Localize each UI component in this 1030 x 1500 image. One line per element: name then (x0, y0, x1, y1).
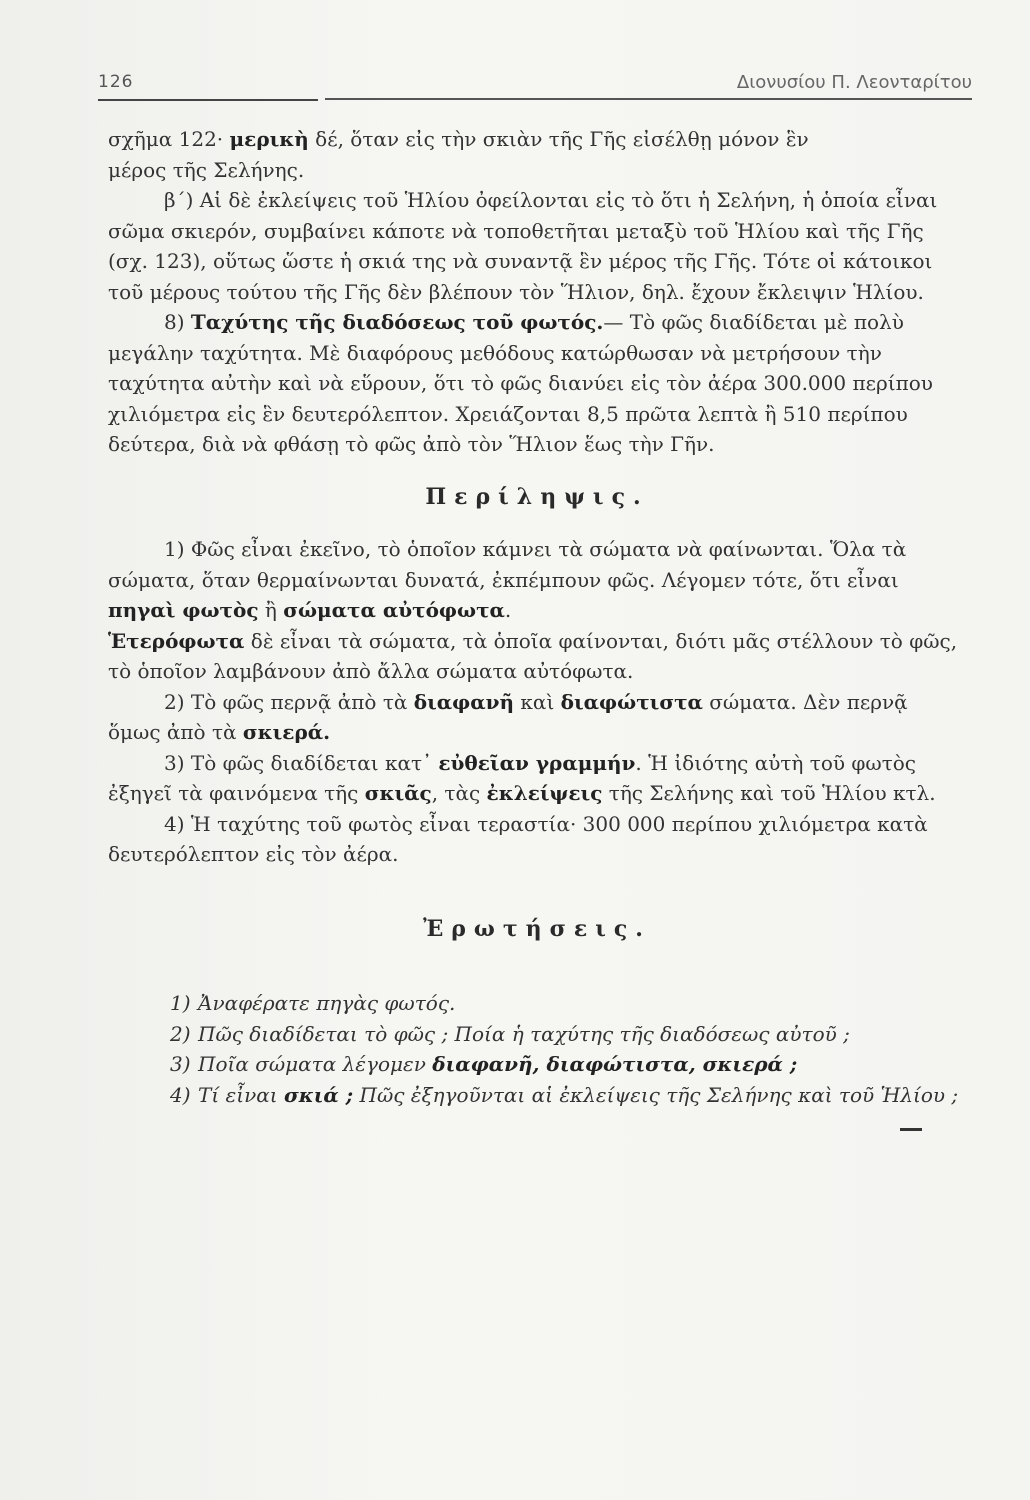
s3-bold-1: εὐθεῖαν γραμμήν (438, 750, 636, 775)
q3-number: 3) (170, 1052, 191, 1076)
p1-bold-term: μερικὴ (229, 127, 309, 151)
s2-bold-2: διαφώτιστα (560, 689, 703, 714)
margin-dash-mark (900, 1128, 922, 1131)
q4-text: Τί εἶναι (198, 1082, 284, 1107)
p1-text-line2: μέρος τῆς Σελήνης. (108, 157, 305, 182)
s3-bold-2: σκιᾶς (364, 781, 432, 805)
page-number: 126 (98, 72, 134, 92)
s3-text-3: , τὰς (431, 781, 487, 805)
summary-item-3 (108, 748, 966, 809)
s1b-text: δὲ εἶναι τὰ σώματα, τὰ ὁποῖα φαίνονται, διότι μᾶς στέλλουν τὸ φῶς, τὸ ὁποῖον λαμβάνουν ἀπὸ ἄλλα σώματα αὐτόφωτα. (108, 628, 958, 683)
q2-number: 2) (170, 1021, 191, 1046)
q1-number: 1) (170, 991, 191, 1015)
s1-text: 1) Φῶς εἶναι ἐκεῖνο, τὸ ὁποῖον κάμνει τὰ σώματα νὰ φαίνωνται. Ὅλα τὰ σώματα, ὅταν θερμαίνωνται δυνατά, ἐκπέμπουν φῶς. Λέγομεν τότε, ὅτι εἶναι (108, 537, 907, 592)
summary-item-4: 4) Ἡ ταχύτης τοῦ φωτὸς εἶναι τεραστία· 300 000 περίπου χιλιόμετρα κατὰ δευτερόλεπτον εἰς τὸν ἀέρα. (108, 811, 928, 866)
s2-text-2: καὶ (514, 689, 561, 714)
s1-bold-2: σώματα αὐτόφωτα (283, 598, 505, 622)
s3-text-4: τῆς Σελήνης καὶ τοῦ Ἡλίου κτλ. (602, 781, 936, 805)
summary-item-1 (108, 534, 966, 626)
s3-bold-3: ἐκλείψεις (486, 781, 603, 805)
question-2 (108, 1019, 966, 1050)
header-rule-left (98, 99, 318, 101)
summary-item-1b (108, 626, 966, 687)
s3-text: 3) Τὸ φῶς διαδίδεται κατ᾽ (164, 750, 439, 775)
p1-text: σχῆμα 122· (108, 127, 230, 151)
q2-text: Πῶς διαδίδεται τὸ φῶς ; Ποία ἡ ταχύτης τῆς διαδόσεως αὐτοῦ ; (198, 1021, 850, 1046)
paragraph-3 (108, 307, 966, 460)
p3-section-title: Ταχύτης τῆς διαδόσεως τοῦ φωτός. (190, 310, 604, 334)
page-body (108, 124, 966, 1110)
summary-item-2 (108, 687, 966, 748)
page-header (98, 68, 972, 98)
q3-text: Ποῖα σώματα λέγομεν (198, 1052, 433, 1076)
s1-text-3: . (504, 598, 512, 622)
running-head: Διονυσίου Π. Λεονταρίτου (736, 72, 972, 93)
q4-text-2: Πῶς ἐξηγοῦνται αἱ ἐκλείψεις τῆς Σελήνης καὶ τοῦ Ἡλίου ; (353, 1082, 959, 1107)
summary-heading: Περίληψις. (425, 483, 649, 510)
s2-text-3: σώματα. Δὲν περνᾷ ὅμως ἀπὸ τὰ (108, 689, 908, 744)
q4-number: 4) (170, 1082, 191, 1107)
s1b-bold: Ἑτερόφωτα (108, 628, 245, 653)
question-4 (108, 1080, 966, 1111)
s2-text: 2) Τὸ φῶς περνᾷ ἀπὸ τὰ (164, 689, 414, 714)
p3-number: 8) (164, 310, 185, 334)
p1-text-rest: δέ, ὅταν εἰς τὴν σκιὰν τῆς Γῆς εἰσέλθῃ μόνον ἓν (308, 127, 809, 151)
questions-heading: Ἐρωτήσεις. (423, 915, 651, 942)
q3-bold: διαφανῆ, διαφώτιστα, σκιερά ; (432, 1052, 798, 1076)
q1-text: Ἀναφέρατε πηγὰς φωτός. (198, 991, 456, 1015)
q4-bold: σκιά ; (283, 1082, 354, 1107)
s1-text-2: ἢ (258, 598, 284, 622)
paragraph-2: β΄) Αἱ δὲ ἐκλείψεις τοῦ Ἡλίου ὀφείλονται εἰς τὸ ὅτι ἡ Σελήνη, ἡ ὁποία εἶναι σῶμα σκιερόν, συμβαίνει κάποτε νὰ τοποθετῆται μεταξὺ τοῦ Ἡλίου καὶ τῆς Γῆς (σχ. 123), οὕτως ὥστε ἡ σκιά της νὰ συναντᾷ ἓν μέρος τῆς Γῆς. Τότε οἱ κάτοικοι τοῦ μέρους τούτου τῆς Γῆς δὲν βλέπουν τὸν Ἥλιον, δηλ. ἔχουν ἔκλειψιν Ἡλίου. (108, 188, 938, 304)
s3-text-2: . Ἡ ἰδιότης αὐτὴ τοῦ φωτὸς ἐξηγεῖ τὰ φαινόμενα τῆς (108, 750, 917, 805)
question-3 (108, 1049, 966, 1080)
s2-bold-1: διαφανῆ (413, 689, 515, 714)
paragraph-1 (108, 124, 966, 185)
s1-bold-1: πηγαὶ φωτὸς (108, 598, 259, 622)
s2-bold-3: σκιερά. (242, 720, 331, 744)
question-1 (108, 988, 966, 1019)
p3-text: — Τὸ φῶς διαδίδεται μὲ πολὺ μεγάλην ταχύτητα. Μὲ διαφόρους μεθόδους κατώρθωσαν νὰ μετρήσουν τὴν ταχύτητα αὐτὴν καὶ νὰ εὕρουν, ὅτι τὸ φῶς διανύει εἰς τὸν ἀέρα 300.000 περίπου χιλιόμετρα εἰς ἓν δευτερόλεπτον. Χρειάζονται 8,5 πρῶτα λεπτὰ ἢ 510 περίπου δεύτερα, διὰ νὰ φθάσῃ τὸ φῶς ἀπὸ τὸν Ἥλιον ἕως τὴν Γῆν. (108, 310, 933, 456)
header-rule-right (325, 98, 972, 100)
